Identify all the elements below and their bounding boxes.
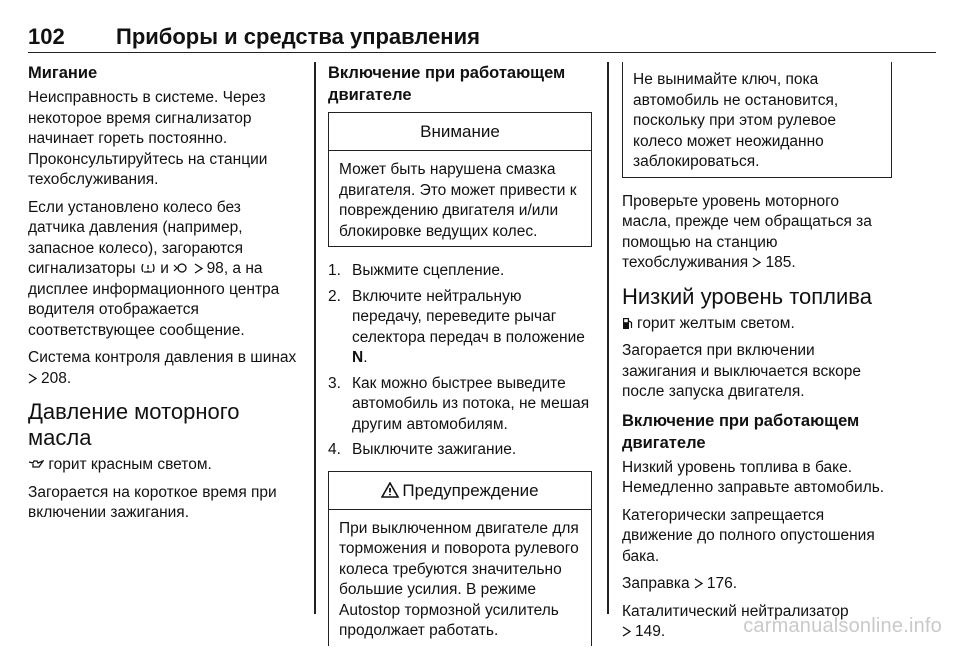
heading-oil-pressure: Давление моторного масла <box>28 399 240 450</box>
column-right <box>622 62 892 650</box>
heading-blinking: Мигание <box>28 64 98 82</box>
refuel-text: Заправка <box>622 575 690 592</box>
list-item <box>328 287 592 369</box>
paragraph-spare-wheel <box>28 198 300 342</box>
fuel-status-text: горит желтым светом. <box>637 314 795 332</box>
step-text: Включите нейтральную передачу, переведите рычаг селектора передач в положение <box>352 287 585 346</box>
column-middle <box>328 62 592 660</box>
attention-title: Внимание <box>329 113 591 151</box>
page-number: 102 <box>28 24 65 49</box>
heading-low-fuel: Низкий уровень топлива <box>622 283 872 309</box>
watermark: carmanualsonline.info <box>743 615 942 637</box>
attention-body: Может быть нарушена смазка двигателя. Это может привести к повреждению двигателя и/или блокировке ведущих колес. <box>339 161 577 240</box>
column-divider-right <box>607 62 609 614</box>
step-text: Выключите зажигание. <box>352 441 517 458</box>
heading-engine-running: Включение при работающем двигателе <box>328 64 566 104</box>
fuel-pump-icon <box>622 317 633 330</box>
oil-status-line <box>28 455 300 476</box>
step-number: 3. <box>328 374 341 392</box>
step-number: 2. <box>328 287 341 305</box>
list-item <box>328 440 592 461</box>
oil-status-text: горит красным светом. <box>48 456 212 473</box>
reference-arrow-icon <box>694 578 704 589</box>
paragraph-refuel: Заправка 176. <box>622 575 738 592</box>
list-item <box>328 261 592 282</box>
spare-wheel-text-tail: , а на дисплее информационного центра водителя отображается соответствующее сообщение. <box>28 260 280 339</box>
warning-triangle-icon <box>381 482 399 498</box>
paragraph-oil-ignition: Загорается на короткое время при включении зажигания. <box>28 483 277 521</box>
page-reference: 149 <box>635 623 661 640</box>
warning-continued-text: Не вынимайте ключ, пока автомобиль не остановится, поскольку при этом рулевое колесо может неожиданно заблокироваться. <box>633 71 839 170</box>
paragraph-tire-system: Система контроля давления в шинах 208. <box>28 349 297 387</box>
warning-box <box>328 471 592 646</box>
steps-list <box>328 261 592 461</box>
warning-title: Предупреждение <box>402 480 539 500</box>
tire-system-text: Система контроля давления в шинах <box>28 349 297 366</box>
warning-box-continued <box>622 62 892 178</box>
paragraph-low-fuel: Низкий уровень топлива в баке. Немедленно заправьте автомобиль. <box>622 458 885 496</box>
paragraph-check-oil: Проверьте уровень моторного масла, прежде чем обращаться за помощью на станцию техобслуживания 185. <box>622 192 872 271</box>
page-reference: 185 <box>765 254 792 271</box>
step-text: Как можно быстрее выведите автомобиль из потока, не мешая другим автомобилям. <box>352 374 590 433</box>
page-header <box>28 20 936 53</box>
page-reference: 208 <box>41 369 67 387</box>
check-oil-text: Проверьте уровень моторного масла, прежде чем обращаться за помощью на станцию техобслуживания <box>622 192 872 271</box>
column-left <box>28 62 300 531</box>
page-title: Приборы и средства управления <box>116 24 480 49</box>
heading-engine-running: Включение при работающем двигателе <box>622 411 860 452</box>
warning-title-row <box>329 472 591 510</box>
gear-position: N <box>352 349 364 366</box>
oil-can-icon <box>28 458 44 470</box>
and-word: и <box>160 260 169 277</box>
step-tail: . <box>363 349 368 366</box>
reference-arrow-icon <box>28 373 38 384</box>
paragraph-no-driving: Категорически запрещается движение до полного опустошения бака. <box>622 506 875 565</box>
paragraph-catalyst: Каталитический нейтрализатор 149. <box>622 602 849 640</box>
attention-box <box>328 112 592 247</box>
step-text: Выжмите сцепление. <box>352 262 505 279</box>
reference-arrow-icon <box>752 257 762 268</box>
list-item <box>328 374 592 436</box>
catalyst-text: Каталитический нейтрализатор <box>622 602 849 620</box>
warning-body: При выключенном двигателе для торможения и поворота рулевого колеса требуются значительно большие усилия. В режиме Autostop тормозной усилитель продолжает работать. <box>339 519 579 639</box>
page-reference: 98 <box>206 260 224 277</box>
reference-arrow-icon <box>622 626 632 637</box>
step-number: 1. <box>328 262 341 279</box>
page-reference: 176 <box>706 575 733 592</box>
paragraph-malfunction: Неисправность в системе. Через некоторое время сигнализатор начинает гореть постоянно. Проконсультируйтесь на станции техобслуживания. <box>28 89 268 188</box>
tire-pressure-icon <box>140 262 156 274</box>
fuel-status-line <box>622 314 892 335</box>
step-number: 4. <box>328 441 341 458</box>
spare-wheel-text: Если установлено колесо без датчика давления (например, запасное колесо), загораются сигнализаторы <box>28 198 244 277</box>
reference-arrow-icon <box>194 263 204 274</box>
paragraph-fuel-ignition: Загорается при включении зажигания и выключается вскоре после запуска двигателя. <box>622 342 862 400</box>
column-divider-left <box>314 62 316 614</box>
wheel-warning-icon <box>173 262 189 274</box>
